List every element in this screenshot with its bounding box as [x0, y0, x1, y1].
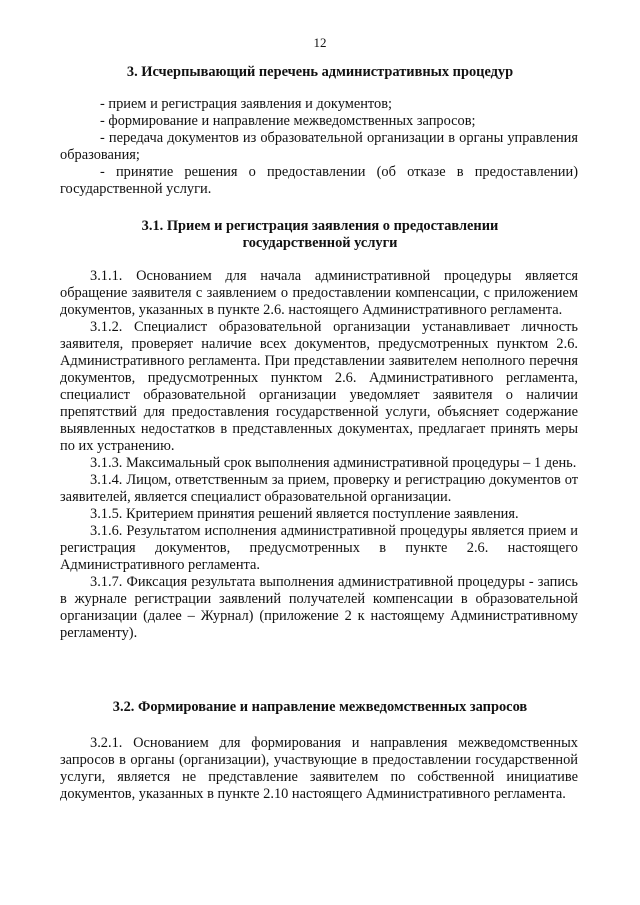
section-3-1-title: [60, 218, 580, 252]
list-item: - принятие решения о предоставлении (об отказе в предоставлении) государственной услуги.: [60, 164, 578, 197]
section-3-1-title-line1: 3.1. Прием и регистрация заявления о предоставлении: [141, 218, 499, 234]
procedure-list: [60, 96, 578, 198]
section-3-title: 3. Исчерпывающий перечень административных процедур: [126, 64, 514, 80]
list-item: - передача документов из образовательной организации в органы управления образования;: [60, 130, 578, 163]
paragraph-3-1-6: 3.1.6. Результатом исполнения административной процедуры является прием и регистрация документов, предусмотренных в пункте 2.6. настоящего Административного регламента.: [60, 523, 578, 573]
section-3-2-title: 3.2. Формирование и направление межведомственных запросов: [112, 699, 528, 715]
paragraph-3-1-4: 3.1.4. Лицом, ответственным за прием, проверку и регистрацию документов от заявителей, является специалист образовательной организации.: [60, 472, 578, 505]
paragraph-3-1-1: 3.1.1. Основанием для начала административной процедуры является обращение заявителя с заявлением о предоставлении компенсации, с приложением документов, указанных в пункте 2.6. настоящего Административного регламента.: [60, 268, 578, 318]
paragraph-3-1-3: 3.1.3. Максимальный срок выполнения административной процедуры – 1 день.: [90, 455, 577, 471]
paragraph-3-1-5: 3.1.5. Критерием принятия решений является поступление заявления.: [90, 506, 519, 522]
list-item: - прием и регистрация заявления и документов;: [100, 96, 392, 112]
section-3-1-title-line2: государственной услуги: [242, 235, 398, 251]
paragraph-3-1-7: 3.1.7. Фиксация результата выполнения административной процедуры - запись в журнале регистрации заявлений получателей компенсации в образовательной организации (далее – Журнал) (приложение 2 к настоящему Административному регламенту).: [60, 574, 578, 641]
section-3-1-body: [60, 268, 578, 642]
section-3-2-body: [60, 735, 578, 803]
paragraph-3-1-2: 3.1.2. Специалист образовательной организации устанавливает личность заявителя, проверяет наличие всех документов, предусмотренных пунктом 2.6. Административного регламента. При представлении заявителем неполного перечня документов, предусмотренных пунктом 2.6. Административного регламента, специалист образовательной организации уведомляет заявителя о наличии препятствий для предоставления государственной услуги, объясняет содержание выявленных недостатков в представленных документах, предлагает принять меры по их устранению.: [60, 319, 578, 454]
list-item: - формирование и направление межведомственных запросов;: [100, 113, 476, 129]
paragraph-3-2-1: 3.2.1. Основанием для формирования и направления межведомственных запросов в органы (организации), участвующие в предоставлении государственной услуги, является не представление заявителем по собственной инициативе документов, указанных в пункте 2.10 настоящего Административного регламента.: [60, 735, 578, 802]
page-number: 12: [313, 35, 327, 50]
